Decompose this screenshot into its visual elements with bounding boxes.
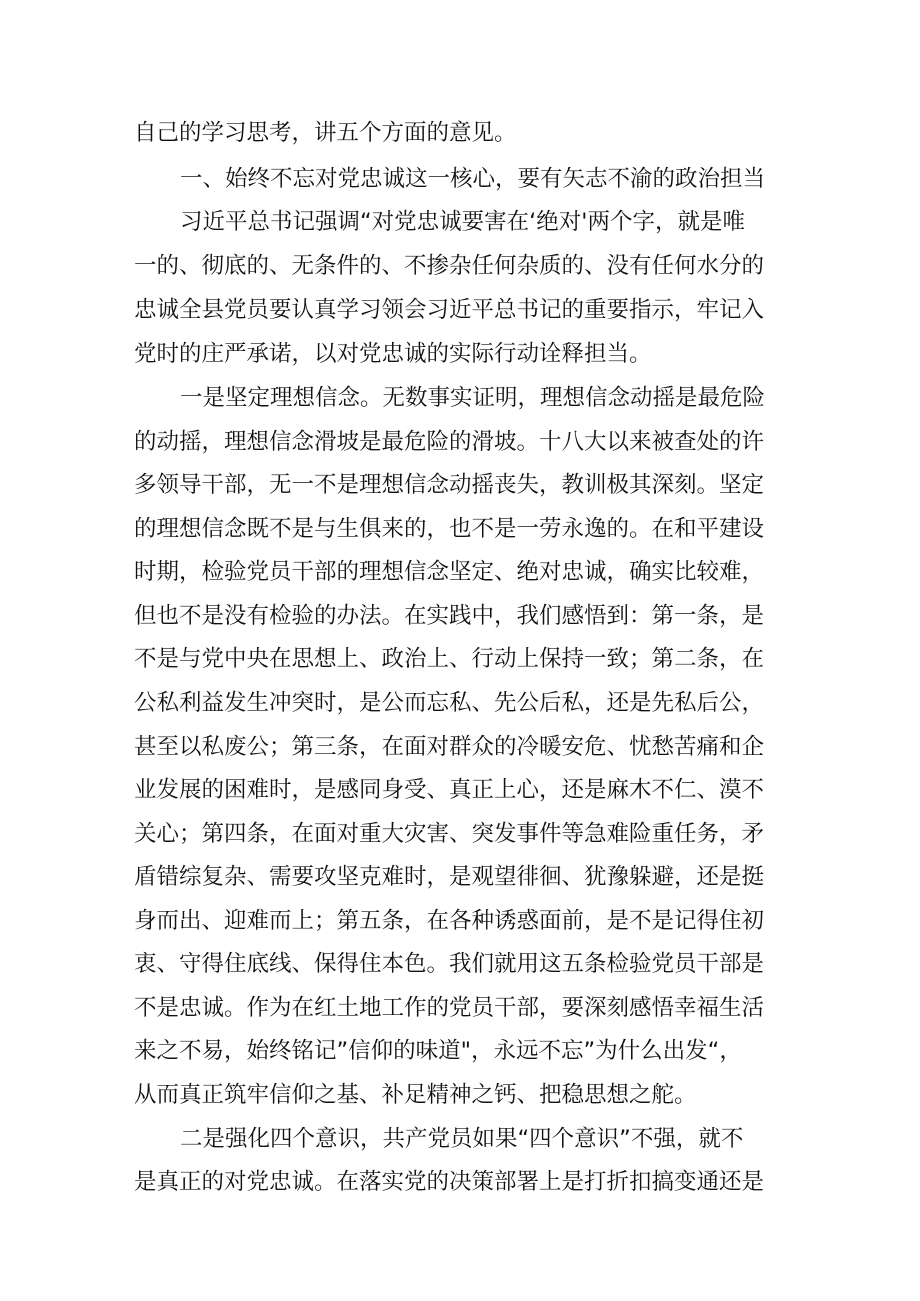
- text-line: 来之不易，始终铭记”信仰的味道"，永远不忘”为什么出发“，: [134, 1038, 742, 1064]
- text-line: 一的、彻底的、无条件的、不掺杂任何杂质的、没有任何水分的: [134, 253, 765, 279]
- text-line: 不是忠诚。作为在红土地工作的党员干部，要深刻感悟幸福生活: [134, 995, 765, 1021]
- text-line: 多领导干部，无一不是理想信念动摇丧失，教训极其深刻。坚定: [134, 472, 765, 498]
- text-line: 习近平总书记强调“对党忠诚要害在‘绝对'两个字，就是唯: [180, 209, 745, 235]
- text-line: 自己的学习思考，讲五个方面的意见。: [134, 120, 517, 146]
- text-line: 盾错综复杂、需要攻坚克难时，是观望徘徊、犹豫躲避，还是挺: [134, 864, 765, 890]
- section-heading: 一、始终不忘对党忠诚这一核心，要有矢志不渝的政治担当: [180, 166, 766, 192]
- text-line: 公私利益发生冲突时，是公而忘私、先公后私，还是先私后公，: [134, 690, 765, 716]
- text-line: 不是与党中央在思想上、政治上、行动上保持一致；第二条，在: [134, 646, 765, 672]
- text-line: 的动摇，理想信念滑坡是最危险的滑坡。十八大以来被查处的许: [134, 429, 765, 455]
- text-line: 甚至以私废公；第三条，在面对群众的冷暖安危、忧愁苦痛和企: [134, 734, 765, 760]
- text-line: 业发展的困难时，是感同身受、真正上心，还是麻木不仁、漠不: [134, 777, 765, 803]
- text-line: 忠诚全县党员要认真学习领会习近平总书记的重要指示，牢记入: [134, 297, 765, 323]
- text-line: 时期，检验党员干部的理想信念坚定、绝对忠诚，确实比较难，: [134, 559, 765, 585]
- text-line: 的理想信念既不是与生俱来的，也不是一劳永逸的。在和平建设: [134, 516, 765, 542]
- text-line: 但也不是没有检验的办法。在实践中，我们感悟到：第一条，是: [134, 603, 765, 629]
- text-line: 二是强化四个意识，共产党员如果“四个意识”不强，就不: [180, 1126, 744, 1152]
- text-line: 衷、守得住底线、保得住本色。我们就用这五条检验党员干部是: [134, 951, 765, 977]
- text-line: 关心；第四条，在面对重大灾害、突发事件等急难险重任务，矛: [134, 821, 765, 847]
- text-line: 是真正的对党忠诚。在落实党的决策部署上是打折扣搞变通还是: [134, 1169, 765, 1195]
- text-line: 党时的庄严承诺，以对党忠诚的实际行动诠释担当。: [134, 341, 652, 367]
- text-line: 一是坚定理想信念。无数事实证明，理想信念动摇是最危险: [180, 385, 766, 411]
- text-line: 从而真正筑牢信仰之基、补足精神之钙、把稳思想之舵。: [134, 1082, 697, 1108]
- text-line: 身而出、迎难而上；第五条，在各种诱惑面前，是不是记得住初: [134, 908, 765, 934]
